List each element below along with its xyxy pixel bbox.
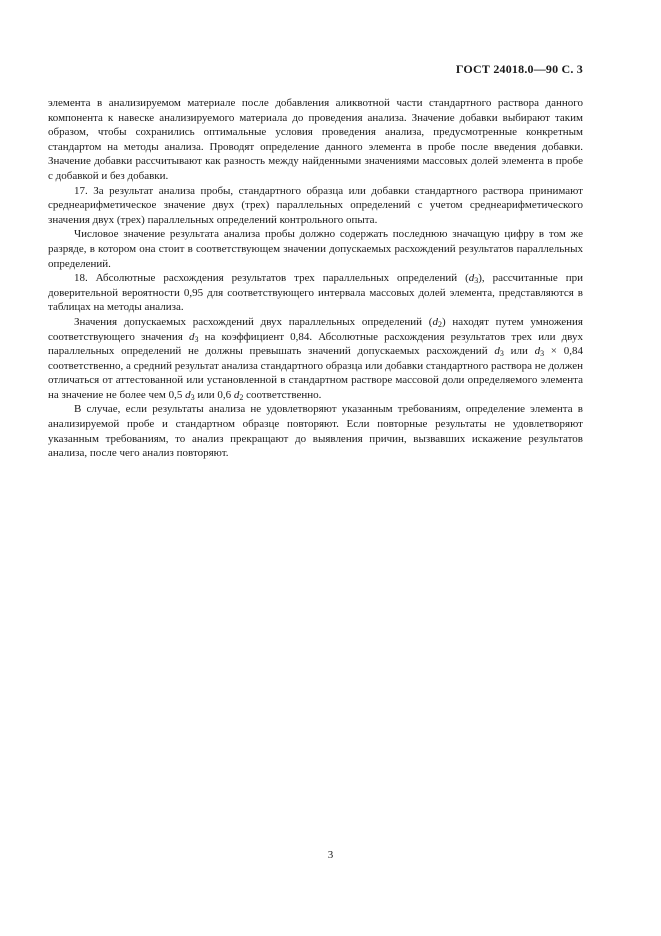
paragraph-p2 xyxy=(48,184,583,228)
math-subscript: 2 xyxy=(437,319,442,329)
math-subscript: 3 xyxy=(474,276,479,286)
paragraph-p1 xyxy=(48,96,583,184)
math-variable: d xyxy=(468,272,475,285)
math-subscript: 2 xyxy=(239,392,244,402)
paragraph-p4 xyxy=(48,271,583,315)
text-run: В случае, если результаты анализа не удовлетворяют указанным требованиям, определение элемента в анализируемой пробе и стандартном образце повторяют. Если повторные результаты не удовлетворяют указанным требованиям, то анализ прекращают до выявления причин, вызвавших искажение результатов анализа, после чего анализ повторяют. xyxy=(48,403,583,460)
text-run: или xyxy=(503,345,535,358)
math-variable: d xyxy=(233,388,240,401)
math-variable: d xyxy=(534,345,541,358)
text-run: ), рассчитанные при доверительной вероятности 0,95 для соответствующего интервала массовых долей элемента, представляются в таблицах на методы анализа. xyxy=(48,272,584,314)
text-run: соответственно. xyxy=(243,388,322,401)
page-header-title: ГОСТ 24018.0—90 С. 3 xyxy=(455,62,583,76)
text-run: Числовое значение результата анализа пробы должно содержать последнюю значащую цифру в том же разряде, в котором она стоит в соответствующем значении допускаемых расхождений результатов параллельных определений. xyxy=(48,228,583,270)
text-run: 17. За результат анализа пробы, стандартного образца или добавки стандартного раствора принимают среднеарифметическое значение двух (трех) параллельных определений с учетом среднеарифметического значения двух (трех) параллельных определений контрольного опыта. xyxy=(48,184,583,226)
document-body xyxy=(48,96,583,461)
text-run: 18. Абсолютные расхождения результатов трех параллельных определений ( xyxy=(74,272,469,285)
paragraph-p6 xyxy=(48,402,583,460)
paragraph-p3 xyxy=(48,227,583,271)
math-subscript: 3 xyxy=(499,349,504,359)
math-subscript: 3 xyxy=(190,392,195,402)
math-subscript: 3 xyxy=(540,349,545,359)
paragraph-p5 xyxy=(48,315,583,403)
text-run: Значения допускаемых расхождений двух параллельных определений ( xyxy=(74,315,433,328)
math-subscript: 3 xyxy=(194,334,199,344)
text-run: × 0,84 соответственно, а средний результат анализа стандартного образца или добавки стандартного раствора не должен отличаться от аттестованной или установленной в стандартном растворе массовой доли определяемого элемента на значение не более чем 0,5 xyxy=(48,345,583,401)
math-variable: d xyxy=(494,345,500,358)
math-variable: d xyxy=(185,388,191,401)
text-run: на коэффициент 0,84. Абсолютные расхождения результатов трех или двух параллельных определений не должны превышать значений допускаемых расхождений xyxy=(48,330,583,358)
text-run: элемента в анализируемом материале после добавления аликвотной части стандартного раствора данного компонента к навеске анализируемого материала до проведения анализа. Значение добавки выбирают таким образом, чтобы сохранились оптимальные условия проведения анализа, предусмотренные конкретным стандартом на методы анализа. Проводят определение данного элемента в пробе после введения добавки. Значение добавки рассчитывают как разность между найденными значениями массовых долей элемента в пробе с добавкой и без добавки. xyxy=(48,97,583,182)
math-variable: d xyxy=(432,315,438,328)
math-variable: d xyxy=(189,330,195,343)
text-run: ) находят путем умножения соответствующего значения xyxy=(48,315,583,343)
text-run: или 0,6 xyxy=(194,388,234,401)
page-number: 3 xyxy=(327,849,334,861)
